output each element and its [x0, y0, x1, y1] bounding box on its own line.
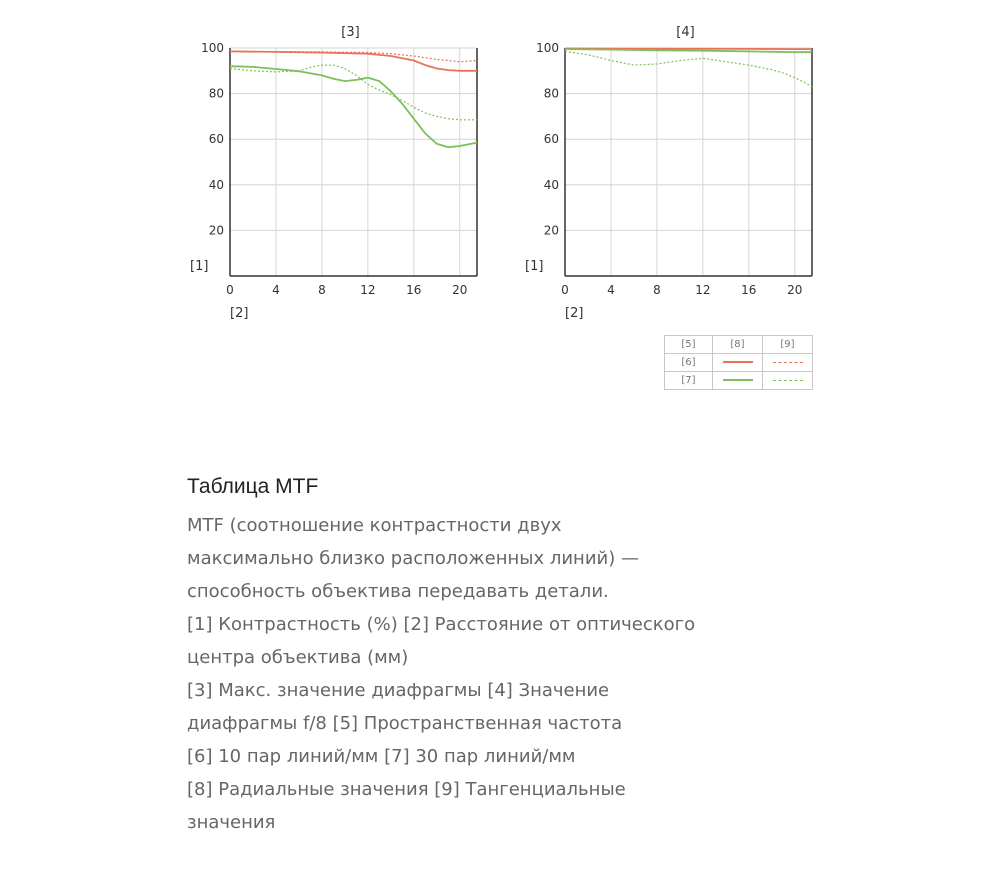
- legend-swatch-green-solid: [723, 379, 753, 381]
- legend-swatch-red-solid: [723, 361, 753, 363]
- legend-header-tangential: [9]: [763, 336, 813, 354]
- y-tick-label: 20: [543, 223, 559, 238]
- y-tick-label: 80: [208, 86, 224, 101]
- x-axis-label: [2]: [230, 306, 249, 321]
- description-line: [8] Радиальные значения [9] Тангенциальные: [187, 779, 626, 800]
- legend-swatch-red-dotted: [773, 362, 803, 363]
- x-tick-label: 12: [360, 283, 376, 297]
- description-line: значения: [187, 812, 276, 833]
- y-tick-label: 60: [543, 132, 559, 147]
- legend-header-radial: [8]: [713, 336, 763, 354]
- y-axis-label: [1]: [190, 259, 209, 274]
- legend-row-label: [6]: [665, 354, 713, 372]
- mtf-chart-f8: [515, 15, 825, 325]
- x-tick-label: 8: [653, 283, 661, 297]
- description-line: [1] Контрастность (%) [2] Расстояние от оптического: [187, 614, 696, 635]
- section-heading: Таблица MTF: [187, 475, 319, 498]
- legend-swatch-green-dotted: [773, 380, 803, 381]
- series-line-green-dotted: [565, 51, 812, 86]
- description-line: способность объектива передавать детали.: [187, 581, 609, 602]
- description-line: MTF (соотношение контрастности двух: [187, 515, 562, 536]
- series-line-green-dotted: [230, 65, 477, 120]
- legend-row-label: [7]: [665, 372, 713, 390]
- legend-row-30lpmm: [665, 372, 813, 390]
- legend-header-row: [665, 336, 813, 354]
- mtf-chart-max-aperture: [180, 15, 490, 325]
- x-tick-label: 8: [318, 283, 326, 297]
- y-tick-label: 60: [208, 132, 224, 147]
- x-tick-label: 16: [406, 283, 422, 297]
- chart-title: [3]: [341, 25, 360, 40]
- x-tick-label: 20: [787, 283, 803, 297]
- legend-header-frequency: [5]: [665, 336, 713, 354]
- description-line: [6] 10 пар линий/мм [7] 30 пар линий/мм: [187, 746, 576, 767]
- description-line: максимально близко расположенных линий) —: [187, 548, 639, 569]
- x-axis-label: [2]: [565, 306, 584, 321]
- x-tick-label: 20: [452, 283, 468, 297]
- description-line: центра объектива (мм): [187, 647, 409, 668]
- x-tick-label: 12: [695, 283, 711, 297]
- y-tick-label: 40: [543, 177, 559, 192]
- y-tick-label: 100: [536, 41, 559, 55]
- y-axis-label: [1]: [525, 259, 544, 274]
- y-tick-label: 20: [208, 223, 224, 238]
- y-tick-label: 80: [543, 86, 559, 101]
- description-line: [3] Макс. значение диафрагмы [4] Значение: [187, 680, 610, 701]
- description-line: диафрагмы f/8 [5] Пространственная частота: [187, 713, 623, 734]
- x-tick-label: 0: [561, 283, 569, 297]
- x-tick-label: 4: [272, 283, 280, 297]
- x-tick-label: 4: [607, 283, 615, 297]
- chart-title: [4]: [676, 25, 695, 40]
- x-tick-label: 0: [226, 283, 234, 297]
- series-line-green-solid: [230, 66, 477, 147]
- legend-table: [664, 335, 813, 390]
- legend-row-10lpmm: [665, 354, 813, 372]
- x-tick-label: 16: [741, 283, 757, 297]
- y-tick-label: 40: [208, 177, 224, 192]
- description-block: [187, 475, 787, 839]
- y-tick-label: 100: [201, 41, 224, 55]
